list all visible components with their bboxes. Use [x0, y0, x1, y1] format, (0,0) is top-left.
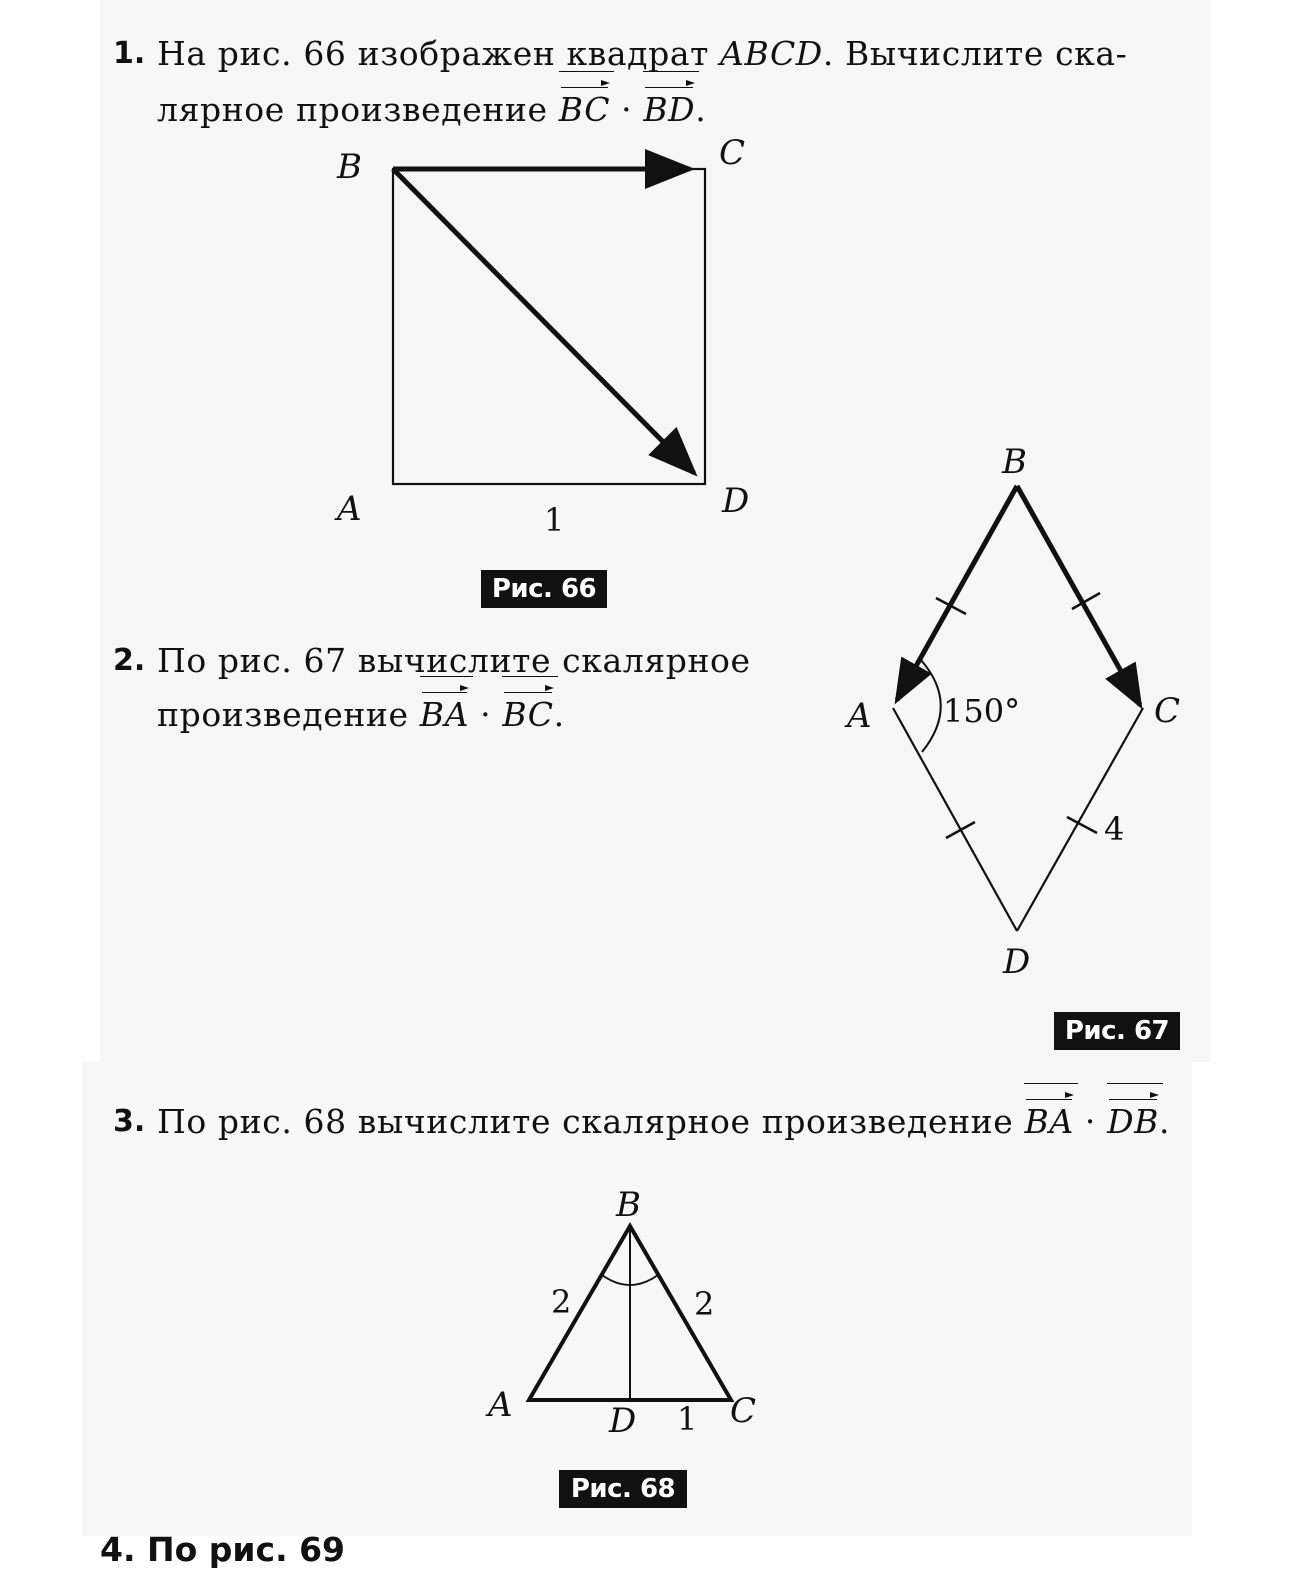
fig67-label-b: B: [1002, 442, 1027, 482]
dot-operator: ·: [480, 695, 492, 734]
vector-bc-arrow: [1017, 486, 1140, 705]
fig66-label-d: D: [722, 481, 750, 521]
fig68-label-a: A: [488, 1385, 513, 1425]
fig66-side-length: 1: [544, 501, 565, 539]
period: .: [695, 90, 707, 129]
fig67-label-a: A: [847, 696, 872, 736]
vector-ba-label: BA: [419, 695, 470, 734]
fig68-label-d: D: [609, 1401, 637, 1441]
fig67-caption: Рис. 67: [1054, 1012, 1180, 1050]
problem-1-number: 1.: [113, 36, 146, 71]
fig66-label-b: B: [337, 147, 362, 187]
problem-1-text-c: лярное произведение: [157, 90, 559, 129]
problem-1-text-a: На рис. 66 изображен квадрат: [157, 34, 721, 73]
dot-operator: ·: [621, 90, 633, 129]
problem-3-number: 3.: [113, 1104, 146, 1139]
fig67-label-d: D: [1003, 942, 1031, 982]
fig67-label-c: C: [1154, 691, 1181, 731]
fig68-label-c: C: [730, 1391, 757, 1431]
fig68-caption: Рис. 68: [559, 1470, 687, 1508]
problem-3-text: По рис. 68 вычислите скалярное произведение: [157, 1102, 1025, 1141]
side-ad: [893, 708, 1017, 931]
fig68-base-half: 1: [677, 1400, 698, 1438]
figure-66-square: [334, 133, 749, 539]
fig66-caption: Рис. 66: [481, 570, 607, 608]
vector-ba-arrow: [897, 486, 1017, 700]
fig66-label-a: A: [337, 489, 362, 529]
vector-bd-label: BD: [643, 90, 696, 129]
tick-mark: [946, 822, 975, 838]
figure-68-triangle: [485, 1185, 756, 1441]
fig68-label-b: B: [616, 1185, 641, 1225]
vector-bc-label: BC: [558, 90, 611, 129]
angle-arc: [921, 660, 941, 752]
fig68-left-side: 2: [551, 1283, 572, 1321]
fig66-label-c: C: [719, 133, 746, 173]
problem-2-text: произведение: [157, 695, 420, 734]
period: .: [1158, 1102, 1171, 1141]
vector-bc-label: BC: [502, 695, 554, 734]
fig67-angle-label: 150°: [943, 692, 1021, 730]
problem-2-line-1: По рис. 67 вычислите скалярное: [157, 641, 751, 680]
problem-2-number: 2.: [113, 643, 146, 678]
period: .: [553, 695, 565, 734]
dot-operator: ·: [1084, 1102, 1096, 1141]
next-problem-text: 4. По рис. 69: [100, 1530, 346, 1569]
problem-1-text-b: . Вычислите ска-: [822, 34, 1128, 73]
figure-67-rhombus: [844, 442, 1180, 982]
fig67-side-length: 4: [1104, 810, 1125, 848]
vector-bd-arrow: [393, 169, 694, 473]
problem-1-square-name: ABCD: [720, 34, 823, 73]
next-problem-fragment: [100, 1518, 500, 1569]
tick-mark: [1067, 817, 1097, 833]
fig68-right-side: 2: [694, 1285, 715, 1323]
vector-db-label: DB: [1107, 1102, 1159, 1141]
vector-ba-label: BA: [1024, 1102, 1074, 1141]
